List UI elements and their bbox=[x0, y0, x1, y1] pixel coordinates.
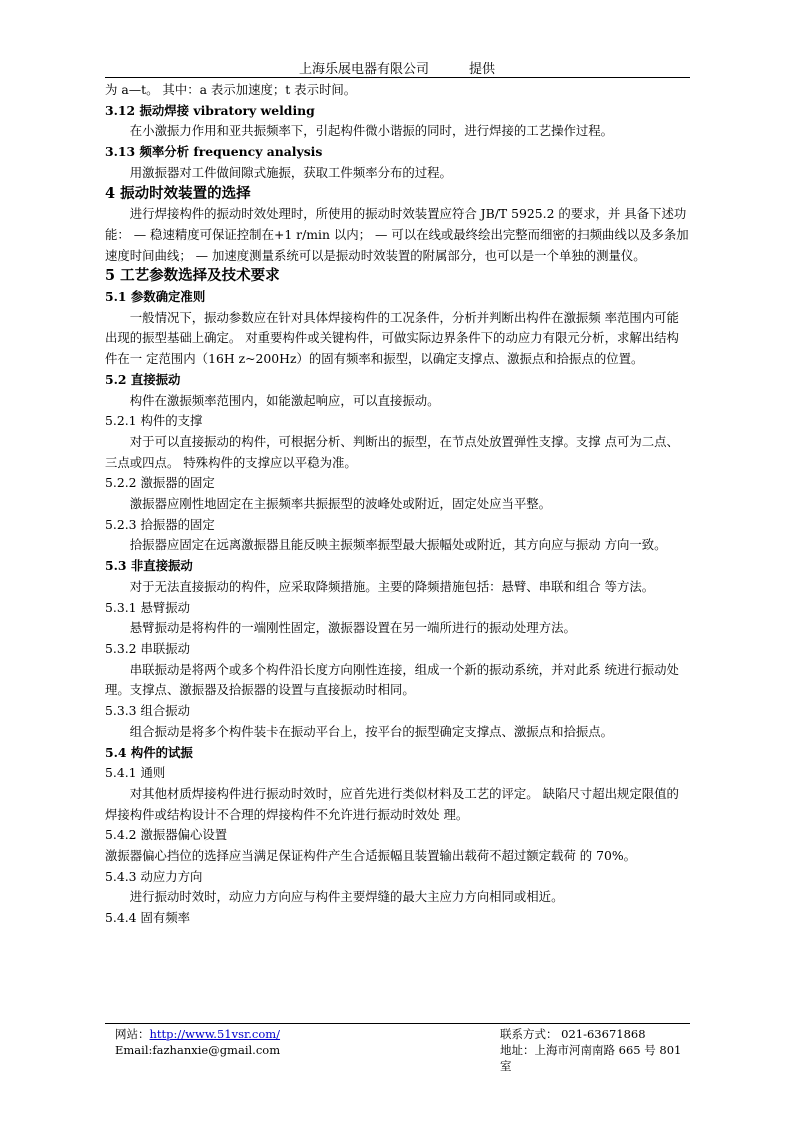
footer-left bbox=[115, 1026, 280, 1058]
body-paragraph: 激振器偏心挡位的选择应当满足保证构件产生合适振幅且装置输出载荷不超过额定载荷 的 70%。 bbox=[105, 848, 637, 864]
subsection-heading: 5.2.1 构件的支撑 bbox=[105, 413, 203, 429]
header-provide: 提供 bbox=[469, 62, 496, 77]
body-paragraph: 在小激振力作用和亚共振频率下，引起构件微小谐振的同时，进行焊接的工艺操作过程。 bbox=[129, 123, 614, 139]
footer-address: 地址：上海市河南南路 665 号 801 室 bbox=[500, 1043, 682, 1073]
section-heading: 5.1 参数确定准则 bbox=[105, 289, 206, 305]
website-label: 网站： bbox=[115, 1027, 150, 1041]
body-paragraph: 对其他材质焊接构件进行振动时效时，应首先进行类似材料及工艺的评定。 缺陷尺寸超出规定限值的焊接构件或结构设计不合理的焊接构件不允许进行振动时效处 理。 bbox=[105, 785, 679, 822]
body-paragraph: 为 a—t。 其中：a 表示加速度；t 表示时间。 bbox=[105, 82, 357, 97]
document-body bbox=[105, 80, 690, 929]
body-paragraph: 组合振动是将多个构件装卡在振动平台上，按平台的振型确定支撑点、激振点和拾振点。 bbox=[129, 723, 614, 739]
subsection-heading: 5.3.1 悬臂振动 bbox=[105, 599, 191, 615]
subsection-heading: 5.4.2 激振器偏心设置 bbox=[105, 827, 228, 843]
subsection-heading: 5.4.4 固有频率 bbox=[105, 910, 191, 926]
page-header bbox=[0, 58, 794, 77]
header-rule bbox=[105, 77, 690, 78]
section-heading: 5.3 非直接振动 bbox=[105, 558, 193, 574]
body-paragraph: 激振器应刚性地固定在主振频率共振振型的波峰处或附近，固定处应当平整。 bbox=[129, 496, 552, 512]
body-paragraph: 进行焊接构件的振动时效处理时，所使用的振动时效装置应符合 JB/T 5925.2 的要求，并 具备下述功能： — 稳速精度可保证控制在+1 r/min 以内； — 可以在线或最终绘出完整而细密的扫频曲线以及多条加速度时间曲线； — 加速度测量系统可以是振动时效装置的附属部分，也可以是一个单独的测量仪。 bbox=[105, 206, 689, 263]
section-heading: 5.4 构件的试振 bbox=[105, 744, 193, 760]
subsection-heading: 5.3.3 组合振动 bbox=[105, 703, 191, 719]
chapter-heading: 5 工艺参数选择及技术要求 bbox=[105, 267, 280, 285]
section-heading: 3.12 振动焊接 vibratory welding bbox=[105, 102, 315, 118]
subsection-heading: 5.4.1 通则 bbox=[105, 765, 166, 781]
subsection-heading: 5.2.2 激振器的固定 bbox=[105, 475, 215, 491]
website-link[interactable]: http://www.51vsr.com/ bbox=[149, 1027, 281, 1041]
header-company: 上海乐展电器有限公司 bbox=[298, 62, 429, 77]
body-paragraph: 一般情况下，振动参数应在针对具体焊接构件的工况条件，分析并判断出构件在激振频 率范围内可能出现的振型基础上确定。 对重要构件或关键构件，可做实际边界条件下的动应力有限元分析，求解出结构件在一 定范围内（16H z~200Hz）的固有频率和振型，以确定支撑点、激振点和拾振点的位置。 bbox=[105, 309, 679, 367]
footer-contact: 联系方式： 021-63671868 bbox=[500, 1027, 646, 1041]
body-paragraph: 悬臂振动是将构件的一端刚性固定，激振器设置在另一端所进行的振动处理方法。 bbox=[129, 620, 576, 636]
body-paragraph: 串联振动是将两个或多个构件沿长度方向刚性连接，组成一个新的振动系统，并对此系 统进行振动处理。支撑点、激振器及拾振器的设置与直接振动时相同。 bbox=[105, 661, 679, 698]
body-paragraph: 对于无法直接振动的构件，应采取降频措施。主要的降频措施包括：悬臂、串联和组合 等方法。 bbox=[129, 578, 655, 594]
footer-email: Email:fazhanxie@gmail.com bbox=[115, 1043, 281, 1057]
footer-rule bbox=[105, 1023, 690, 1024]
subsection-heading: 5.2.3 拾振器的固定 bbox=[105, 516, 215, 532]
footer-right bbox=[500, 1026, 690, 1074]
body-paragraph: 用激振器对工件做间隙式施振，获取工件频率分布的过程。 bbox=[129, 164, 452, 180]
body-paragraph: 对于可以直接振动的构件，可根据分析、判断出的振型，在节点处放置弹性支撑。支撑 点可为二点、三点或四点。 特殊构件的支撑应以平稳为准。 bbox=[105, 433, 679, 470]
subsection-heading: 5.3.2 串联振动 bbox=[105, 640, 191, 656]
body-paragraph: 进行振动时效时，动应力方向应与构件主要焊缝的最大主应力方向相同或相近。 bbox=[129, 889, 564, 905]
chapter-heading: 4 振动时效装置的选择 bbox=[105, 184, 251, 202]
body-paragraph: 拾振器应固定在远离激振器且能反映主振频率振型最大振幅处或附近，其方向应与振动 方向一致。 bbox=[129, 537, 667, 553]
section-heading: 5.2 直接振动 bbox=[105, 371, 181, 387]
body-paragraph: 构件在激振频率范围内，如能激起响应，可以直接振动。 bbox=[129, 392, 440, 408]
section-heading: 3.13 频率分析 frequency analysis bbox=[105, 144, 323, 160]
subsection-heading: 5.4.3 动应力方向 bbox=[105, 868, 203, 884]
